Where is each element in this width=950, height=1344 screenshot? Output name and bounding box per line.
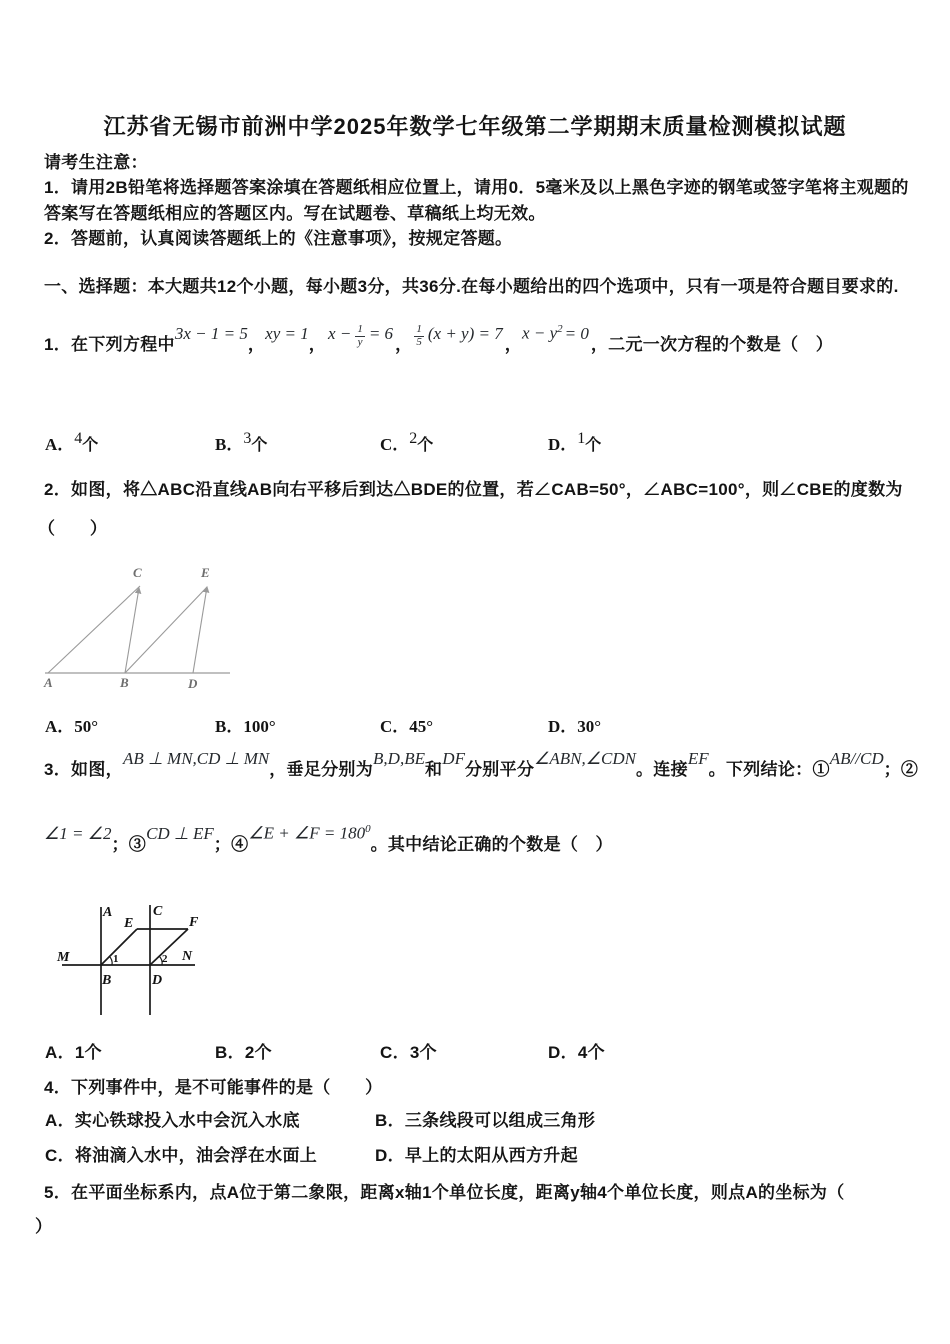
q3-math-sum180: ∠E + ∠F = $180^0$	[248, 823, 371, 843]
q3-label-angle2: 2	[162, 953, 168, 965]
q3-label-f: F	[189, 915, 199, 930]
q1-option-d: D．1个	[548, 430, 602, 454]
question-2-line1: 2．如图，将△ABC沿直线AB向右平移后到达△BDE的位置，若∠CAB=50°，∠ABC=100°，则∠CBE的度数为	[44, 480, 903, 499]
q3-label-c: C	[153, 904, 163, 919]
q2-option-b: B．100°	[215, 717, 276, 736]
q3-option-c: C．3个	[380, 1043, 437, 1062]
q4-option-a: A．实心铁球投入水中会沉入水底	[45, 1111, 300, 1130]
q3-math-angles: ∠ABN,∠CDN	[534, 749, 636, 768]
q3-label-n: N	[182, 949, 193, 964]
angle-1-arc	[109, 956, 112, 965]
q3-label-b: B	[102, 973, 112, 988]
q3-math-cd-ef: CD ⊥ EF	[146, 824, 214, 843]
q1-options	[0, 430, 950, 458]
q3-label-a: A	[103, 905, 113, 920]
q1-math-5: $x - y^2 = 0$	[522, 323, 589, 343]
q2-label-b: B	[120, 675, 129, 690]
q3-math-angle-eq: ∠1 = ∠2	[44, 824, 112, 843]
q3-math-perp: AB ⊥ MN,CD ⊥ MN	[122, 749, 270, 768]
q4-option-d: D．早上的太阳从西方升起	[375, 1146, 578, 1165]
question-4: 4．下列事件中，是不可能事件的是（ ）	[44, 1078, 383, 1097]
q3-math-feet: B,D,BE	[373, 749, 425, 768]
q3-options	[0, 1042, 950, 1070]
q3-figure-perpendiculars	[55, 898, 230, 1020]
q1-option-a: A．4个	[45, 430, 99, 454]
q1-math-4: $\frac{1}{5}$ (x + y) = 7	[416, 322, 503, 348]
q1-suffix: ，二元一次方程的个数是（ ）	[590, 335, 834, 354]
q2-option-d: D．30°	[548, 717, 602, 736]
section-heading: 一、选择题：本大题共12个小题，每小题3分，共36分.在每小题给出的四个选项中，只有一项是符合题目要求的.	[44, 277, 899, 296]
question-3-line1: 3．如图， AB ⊥ MN,CD ⊥ MN ，垂足分别为 B,D,BE 和 DF 分别平分 ∠ABN,∠CDN 。连接 EF 。下列结论：① AB//CD ；②	[44, 749, 919, 779]
q3-label-m: M	[57, 950, 70, 965]
q1-math-1: 3x − 1 = 5	[174, 324, 248, 343]
q2-label-e: E	[201, 565, 210, 580]
q1-option-b: B．3个	[215, 430, 268, 454]
q1-math-2: xy = 1	[265, 324, 309, 343]
q4-options-row2	[0, 1145, 950, 1173]
notice-line-1: 1．请用2B铅笔将选择题答案涂填在答题纸相应位置上，请用0．5毫米及以上黑色字迹的钢笔或签字笔将主观题的	[44, 178, 909, 197]
line-ac	[48, 586, 140, 673]
fraction: $\frac{1}{5}$	[416, 322, 422, 348]
q1-sep: ，	[395, 335, 413, 354]
question-5-line2: ）	[35, 1217, 53, 1236]
q2-label-a: A	[44, 675, 53, 690]
q3-label-angle1: 1	[113, 953, 119, 965]
q1-sep: ，	[308, 335, 327, 354]
q3-option-d: D．4个	[548, 1043, 605, 1062]
q3-option-b: B．2个	[215, 1043, 272, 1062]
q2-option-a: A．50°	[45, 717, 99, 736]
question-2-line2: （ ）	[38, 519, 108, 538]
q3-label-e: E	[124, 916, 134, 931]
question-5-line1: 5．在平面坐标系内，点A位于第二象限，距离x轴1个单位长度，距离y轴4个单位长度，则点A的坐标为（	[44, 1183, 845, 1202]
q2-option-c: C．45°	[380, 717, 434, 736]
q3-math-ef: EF	[687, 749, 709, 768]
q3-math-parallel: AB//CD	[829, 749, 884, 768]
fraction: $\frac{1}{y}$	[357, 322, 363, 348]
q1-prefix: 1．在下列方程中	[44, 335, 175, 354]
q2-label-d: D	[188, 676, 198, 691]
q4-options-row1	[0, 1110, 950, 1138]
notice-heading: 请考生注意：	[44, 153, 148, 172]
page-title: 江苏省无锡市前洲中学2025年数学七年级第二学期期末质量检测模拟试题	[103, 114, 847, 139]
question-1	[44, 322, 834, 359]
q4-option-b: B．三条线段可以组成三角形	[375, 1111, 596, 1130]
q3-option-a: A．1个	[45, 1043, 102, 1062]
q2-options	[0, 712, 950, 740]
q2-label-c: C	[133, 565, 142, 580]
q3-math-df: DF	[442, 749, 465, 768]
notice-line-3: 2．答题前，认真阅读答题纸上的《注意事项》，按规定答题。	[44, 229, 513, 248]
q2-figure-translated-triangles	[40, 563, 280, 698]
q3-label-d: D	[152, 973, 163, 988]
q1-math-3: x − $\frac{1}{y}$ = 6	[328, 322, 394, 348]
q1-sep: ，	[247, 335, 266, 354]
q4-option-c: C．将油滴入水中，油会浮在水面上	[45, 1146, 318, 1165]
q1-option-c: C．2个	[380, 430, 434, 454]
line-be	[101, 929, 137, 965]
question-3-line2: ∠1 = ∠2 ；③ CD ⊥ EF ；④ ∠E + ∠F = $180^0$ 。其中结论正确的个数是（ ）	[44, 823, 613, 854]
q1-sep: ，	[504, 335, 523, 354]
notice-line-2: 答案写在答题纸相应的答题区内。写在试题卷、草稿纸上均无效。	[44, 204, 546, 223]
